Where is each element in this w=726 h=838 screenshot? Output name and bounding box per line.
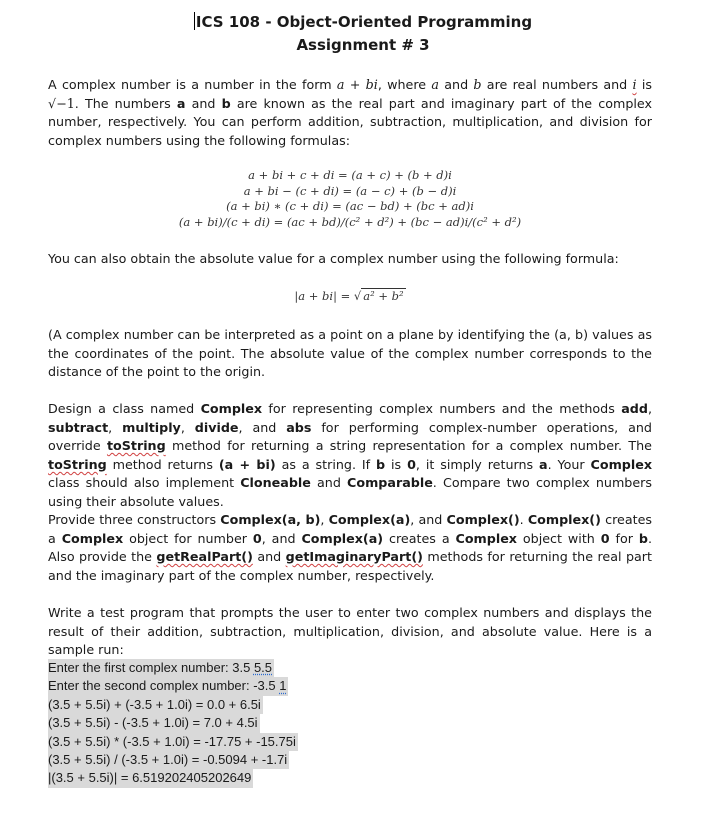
formula-subtract: a + bi − (c + di) = (a − c) + (b − d)i	[243, 183, 457, 198]
sample-line-2: Enter the second complex number: -3.5 1	[48, 677, 288, 695]
sample-run	[48, 659, 298, 788]
sample-line-6: (3.5 + 5.5i) / (-3.5 + 1.0i) = -0.5094 + -1.7i	[48, 751, 289, 769]
course-title: ICS 108 - Object-Oriented Programming	[195, 13, 533, 31]
formula-block	[48, 168, 652, 230]
sample-line-1: Enter the first complex number: 3.5 5.5	[48, 659, 274, 677]
sample-line-7: |(3.5 + 5.5i)| = 6.519202405202649	[48, 769, 253, 787]
design-paragraph: Design a class named Complex for representing complex numbers and the methods add, subtract, multiply, divide, and abs for performing complex-number operations, and override toString method for returning a string representation for a complex number. The toString method returns (a + bi) as a string. If b is 0, it simply returns a. Your Complex class should also implement Cloneable and Comparable. Compare two complex numbers using their absolute values.	[48, 401, 653, 509]
formula-divide: (a + bi)/(c + di) = (ac + bd)/(c² + d²) + (bc − ad)i/(c² + d²)	[178, 214, 522, 229]
formula-add: a + bi + c + di = (a + c) + (b + d)i	[248, 168, 452, 182]
intro-paragraph: A complex number is a number in the form a + bi, where a and b are real numbers and i is √−1. The numbers a and b are known as the real part and imaginary part of the complex number, respectively. You can perform addition, subtraction, multiplication, and division for complex numbers using the following formulas:	[48, 77, 652, 148]
sample-line-5: (3.5 + 5.5i) * (-3.5 + 1.0i) = -17.75 + -15.75i	[48, 733, 298, 751]
sample-line-4: (3.5 + 5.5i) - (-3.5 + 1.0i) = 7.0 + 4.5i	[48, 714, 260, 732]
text-cursor	[194, 12, 195, 30]
abs-intro: You can also obtain the absolute value for a complex number using the following formula:	[48, 251, 619, 266]
formula-multiply: (a + bi) ∗ (c + di) = (ac − bd) + (bc + ad)i	[226, 199, 474, 213]
test-paragraph: Write a test program that prompts the user to enter two complex numbers and displays the result of their addition, subtraction, multiplication, division, and absolute value. Here is a sample run:	[48, 605, 652, 658]
point-paragraph: (A complex number can be interpreted as a point on a plane by identifying the (a, b) values as the coordinates of the point. The absolute value of the complex number corresponds to the distance of the point to the origin.	[48, 327, 652, 380]
assignment-title: Assignment # 3	[296, 36, 430, 54]
sample-line-3: (3.5 + 5.5i) + (-3.5 + 1.0i) = 0.0 + 6.5i	[48, 696, 263, 714]
constructor-paragraph: Provide three constructors Complex(a, b), Complex(a), and Complex(). Complex() creates a Complex object for number 0, and Complex(a) creates a Complex object with 0 for b. Also provide the getRealPart() and getImaginaryPart() methods for returning the real part and the imaginary part of the complex number, respectively.	[48, 512, 652, 583]
abs-formula: |a + bi| = √ a² + b²	[294, 289, 404, 303]
